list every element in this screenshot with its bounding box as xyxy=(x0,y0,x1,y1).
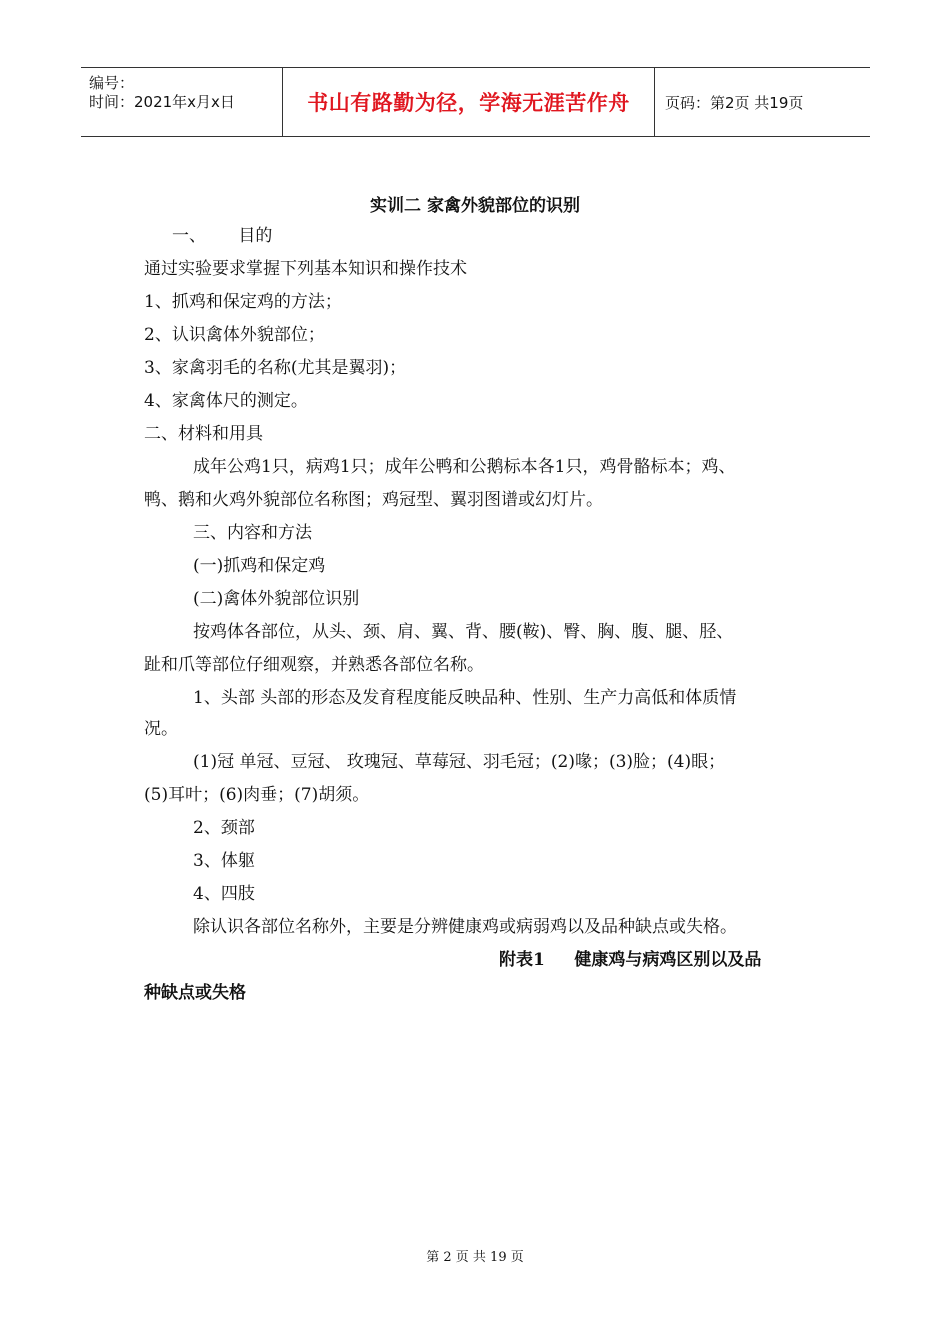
list-item: 2、颈部 xyxy=(193,818,255,838)
paragraph-line: (5)耳叶；(6)肉垂；(7)胡须。 xyxy=(144,785,370,805)
section-heading-materials: 二、材料和用具 xyxy=(144,424,263,444)
header-number-label: 编号： xyxy=(89,74,135,92)
section-heading-purpose: 一、 目的 xyxy=(172,226,273,246)
list-item: 3、体躯 xyxy=(193,851,255,871)
page-footer: 第 2 页 共 19 页 xyxy=(426,1250,524,1265)
paragraph-line: (1)冠 单冠、豆冠、 玫瑰冠、草莓冠、羽毛冠；(2)喙；(3)脸；(4)眼； xyxy=(193,752,726,772)
paragraph-line: 通过实验要求掌握下列基本知识和操作技术 xyxy=(144,259,467,279)
paragraph-line: 趾和爪等部位仔细观察，并熟悉各部位名称。 xyxy=(144,655,484,675)
paragraph-line: 况。 xyxy=(144,719,178,739)
list-item: 2、认识禽体外貌部位； xyxy=(144,325,325,345)
appendix-table-title-cont: 种缺点或失格 xyxy=(144,983,246,1003)
header-left xyxy=(81,68,282,136)
list-item: 4、四肢 xyxy=(193,884,255,904)
subsection-heading: (一)抓鸡和保定鸡 xyxy=(193,556,326,576)
paragraph-line: 除认识各部位名称外，主要是分辨健康鸡或病弱鸡以及品种缺点或失格。 xyxy=(193,917,737,937)
list-item: 1、抓鸡和保定鸡的方法； xyxy=(144,292,342,312)
paragraph-line: 按鸡体各部位，从头、颈、肩、翼、背、腰(鞍)、臀、胸、腹、腿、胫、 xyxy=(193,622,734,642)
list-item: 3、家禽羽毛的名称(尤其是翼羽)； xyxy=(144,358,407,378)
document-title: 实训二 家禽外貌部位的识别 xyxy=(370,196,580,216)
appendix-table-title: 附表1 健康鸡与病鸡区别以及品 xyxy=(499,950,762,970)
subsection-heading: (二)禽体外貌部位识别 xyxy=(193,589,360,609)
paragraph-line: 鸭、鹅和火鸡外貌部位名称图；鸡冠型、翼羽图谱或幻灯片。 xyxy=(144,490,603,510)
paragraph-line: 1、头部 头部的形态及发育程度能反映品种、性别、生产力高低和体质情 xyxy=(193,688,737,708)
header-motto: 书山有路勤为径，学海无涯苦作舟 xyxy=(282,68,655,136)
page-header xyxy=(81,67,870,137)
section-heading-methods: 三、内容和方法 xyxy=(193,523,312,543)
header-page-info: 页码：第2页 共19页 xyxy=(665,93,804,112)
list-item: 4、家禽体尺的测定。 xyxy=(144,391,308,411)
paragraph-line: 成年公鸡1只，病鸡1只；成年公鸭和公鹅标本各1只，鸡骨骼标本；鸡、 xyxy=(193,457,736,477)
header-time-label: 时间：2021年x月x日 xyxy=(89,93,235,111)
